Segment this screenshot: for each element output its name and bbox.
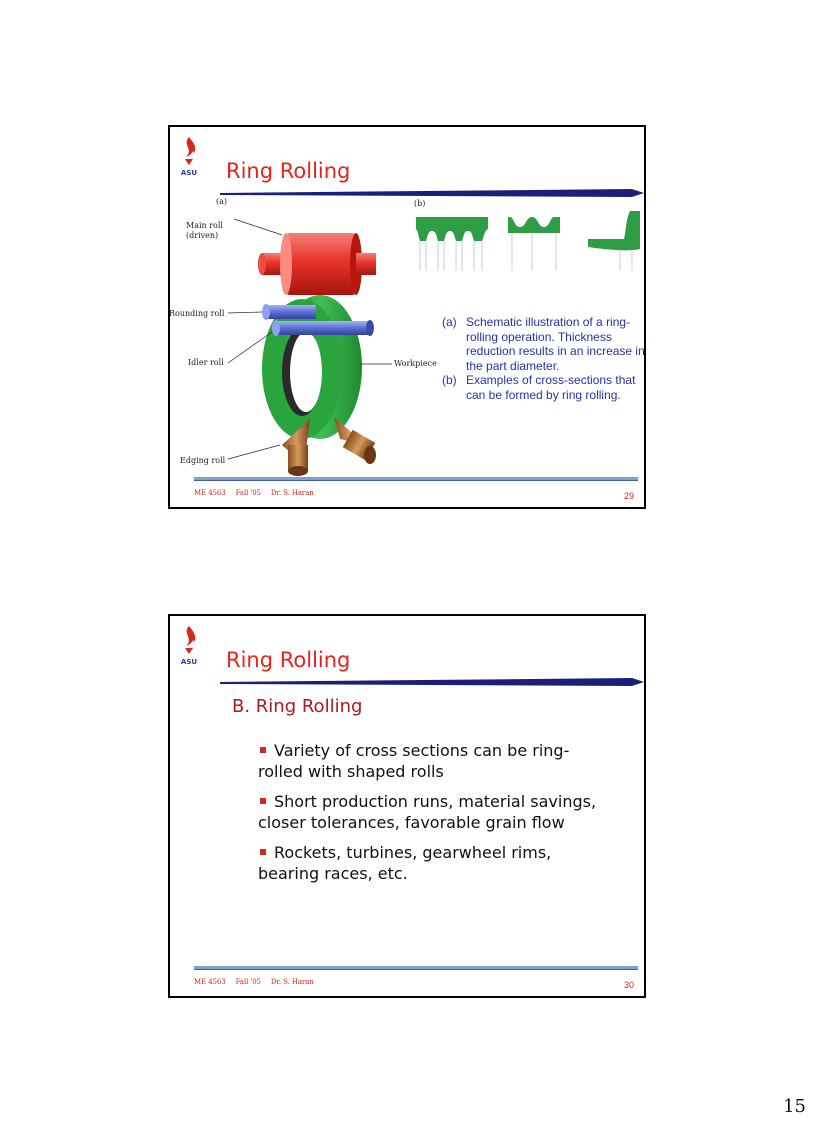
slide-subheading: B. Ring Rolling [232,696,363,717]
bullet-square-icon [260,747,266,753]
cross-section-examples [416,211,640,271]
slide-29 [168,125,646,509]
callout-main-roll: Main roll (driven) [186,221,223,240]
caption-item [442,315,652,373]
bullet-square-icon [260,849,266,855]
figure-caption [442,315,652,402]
footer-instructor: Dr. S. Haran [270,489,314,497]
callout-workpiece: Workpiece [394,359,437,368]
slide-title: Ring Rolling [226,648,351,672]
bullet-item [258,740,598,782]
footer-term: Fall '05 [235,489,261,497]
bullet-item [258,791,598,833]
bullet-text: Rockets, turbines, gearwheel rims, bearing races, etc. [258,843,552,883]
page-number: 15 [783,1096,806,1117]
figure-label-b: (b) [414,199,426,208]
title-rule [220,676,644,686]
caption-marker: (a) [442,315,457,329]
caption-text: Schematic illustration of a ring-rolling operation. Thickness reduction results in an increase in the part diameter. [466,315,645,373]
bullet-text: Short production runs, material savings, closer tolerances, favorable grain flow [258,792,597,832]
caption-marker: (b) [442,373,457,387]
footer-rule [194,477,638,481]
figure-label-a: (a) [216,197,228,206]
asu-logo-text: ASU [180,658,198,666]
bullet-list [258,740,598,893]
callout-rounding-roll: Rounding roll [169,309,225,318]
asu-logo-text: ASU [180,169,198,177]
caption-item [442,373,652,402]
footer-rule [194,966,638,970]
callout-edging-roll: Edging roll [180,456,226,465]
bullet-text: Variety of cross sections can be ring-rolled with shaped rolls [258,741,570,781]
footer-term: Fall '05 [235,978,261,986]
slide-title: Ring Rolling [226,159,351,183]
slide-30 [168,614,646,998]
slide-footer [194,978,324,986]
slide-footer [194,489,324,497]
main-roll [258,233,376,295]
slide-number: 30 [623,980,634,990]
asu-logo-icon [178,624,200,668]
footer-course: ME 4563 [194,489,226,497]
callout-idler-roll: Idler roll [188,358,224,367]
bullet-square-icon [260,798,266,804]
bullet-item [258,842,598,884]
caption-text: Examples of cross-sections that can be formed by ring rolling. [466,373,636,402]
slide-number: 29 [623,491,634,501]
footer-course: ME 4563 [194,978,226,986]
footer-instructor: Dr. S. Haran [270,978,314,986]
